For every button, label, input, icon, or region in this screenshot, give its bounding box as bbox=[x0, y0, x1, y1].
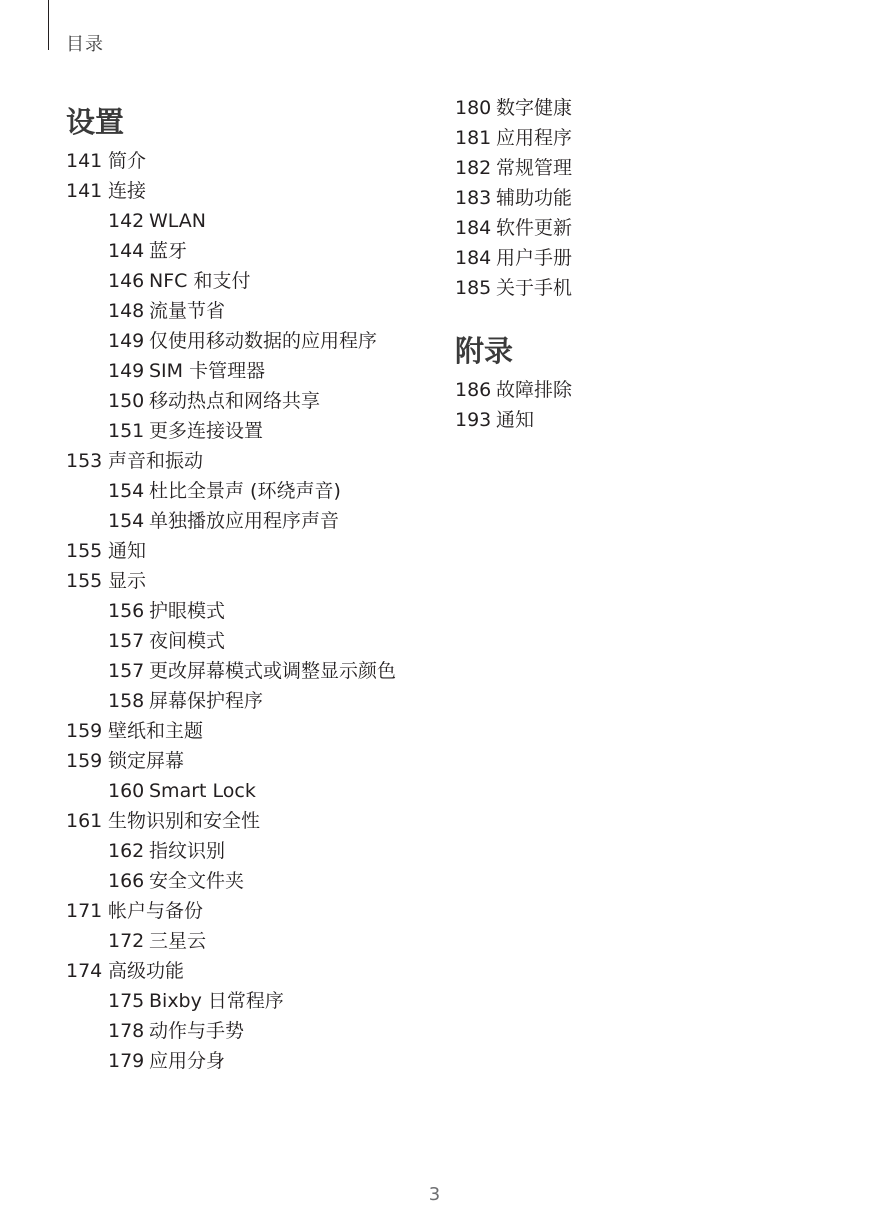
toc-entry-title: 更多连接设置 bbox=[149, 420, 264, 442]
toc-page-number: 151 bbox=[108, 420, 145, 442]
toc-entry[interactable] bbox=[66, 450, 411, 473]
toc-entry-title: 软件更新 bbox=[496, 217, 573, 239]
toc-page-number: 186 bbox=[455, 379, 492, 401]
toc-left-column bbox=[66, 100, 411, 1080]
toc-page-number: 156 bbox=[108, 600, 145, 622]
toc-entry-title: 动作与手势 bbox=[149, 1020, 245, 1042]
toc-page-number: 183 bbox=[455, 187, 492, 209]
toc-entry[interactable] bbox=[455, 277, 755, 300]
toc-page-number: 148 bbox=[108, 300, 145, 322]
toc-entry-title: 单独播放应用程序声音 bbox=[149, 510, 340, 532]
toc-entry-title: 故障排除 bbox=[496, 379, 573, 401]
toc-entry-title: NFC 和支付 bbox=[149, 270, 251, 292]
toc-page-number: 171 bbox=[66, 900, 103, 922]
toc-entry-title: 指纹识别 bbox=[149, 840, 226, 862]
toc-entry[interactable] bbox=[66, 990, 411, 1013]
toc-entry-title: 显示 bbox=[108, 570, 147, 592]
section-title-appendix: 附录 bbox=[455, 334, 514, 368]
toc-page-number: 149 bbox=[108, 360, 145, 382]
toc-entry-title: 三星云 bbox=[149, 930, 207, 952]
toc-entry[interactable] bbox=[66, 690, 411, 713]
toc-entry-title: 仅使用移动数据的应用程序 bbox=[149, 330, 378, 352]
toc-page-number: 144 bbox=[108, 240, 145, 262]
toc-page-number: 185 bbox=[455, 277, 492, 299]
toc-page-number: 161 bbox=[66, 810, 103, 832]
toc-entry[interactable] bbox=[455, 247, 755, 270]
toc-entry-title: 用户手册 bbox=[496, 247, 573, 269]
toc-page-number: 157 bbox=[108, 630, 145, 652]
toc-page-number: 184 bbox=[455, 247, 492, 269]
toc-entry[interactable] bbox=[455, 379, 755, 402]
toc-entry-title: 移动热点和网络共享 bbox=[149, 390, 321, 412]
toc-page-number: 193 bbox=[455, 409, 492, 431]
toc-entry[interactable] bbox=[66, 150, 411, 173]
toc-entry-title: SIM 卡管理器 bbox=[149, 360, 266, 382]
toc-page-number: 172 bbox=[108, 930, 145, 952]
toc-page-number: 141 bbox=[66, 150, 103, 172]
toc-list-appendix bbox=[455, 379, 755, 432]
toc-entry-title: 应用程序 bbox=[496, 127, 573, 149]
toc-page-number: 175 bbox=[108, 990, 145, 1012]
toc-entry[interactable] bbox=[66, 570, 411, 593]
toc-entry-title: 屏幕保护程序 bbox=[149, 690, 264, 712]
toc-entry[interactable] bbox=[66, 390, 411, 413]
toc-entry-title: 安全文件夹 bbox=[149, 870, 245, 892]
toc-entry-title: 常规管理 bbox=[496, 157, 573, 179]
toc-entry[interactable] bbox=[66, 1050, 411, 1073]
toc-entry[interactable] bbox=[66, 270, 411, 293]
toc-entry-title: 关于手机 bbox=[496, 277, 573, 299]
toc-entry[interactable] bbox=[455, 187, 755, 210]
toc-entry-title: 生物识别和安全性 bbox=[108, 810, 261, 832]
toc-page-number: 181 bbox=[455, 127, 492, 149]
toc-entry-title: 帐户与备份 bbox=[108, 900, 204, 922]
toc-entry[interactable] bbox=[66, 510, 411, 533]
toc-entry[interactable] bbox=[66, 840, 411, 863]
toc-entry[interactable] bbox=[66, 300, 411, 323]
page-number: 3 bbox=[428, 1184, 441, 1205]
toc-page-number: 149 bbox=[108, 330, 145, 352]
toc-page-number: 162 bbox=[108, 840, 145, 862]
toc-entry[interactable] bbox=[455, 97, 755, 120]
toc-entry[interactable] bbox=[455, 157, 755, 180]
toc-entry-title: 连接 bbox=[108, 180, 147, 202]
toc-entry[interactable] bbox=[66, 420, 411, 443]
toc-entry-title: 锁定屏幕 bbox=[108, 750, 185, 772]
toc-entry-title: 夜间模式 bbox=[149, 630, 226, 652]
toc-page-number: 154 bbox=[108, 510, 145, 532]
toc-page-number: 158 bbox=[108, 690, 145, 712]
toc-entry[interactable] bbox=[66, 630, 411, 653]
toc-entry-title: 简介 bbox=[108, 150, 147, 172]
toc-page-number: 155 bbox=[66, 540, 103, 562]
toc-entry[interactable] bbox=[66, 330, 411, 353]
toc-entry-title: WLAN bbox=[149, 210, 207, 232]
toc-list-settings-continued bbox=[455, 97, 755, 300]
toc-entry[interactable] bbox=[66, 870, 411, 893]
toc-entry[interactable] bbox=[66, 720, 411, 743]
toc-right-column bbox=[455, 97, 755, 439]
toc-page-number: 180 bbox=[455, 97, 492, 119]
toc-page-number: 153 bbox=[66, 450, 103, 472]
page-header: 目录 bbox=[66, 34, 104, 55]
toc-entry[interactable] bbox=[455, 217, 755, 240]
toc-entry-title: 辅助功能 bbox=[496, 187, 573, 209]
toc-entry[interactable] bbox=[66, 600, 411, 623]
toc-entry[interactable] bbox=[66, 810, 411, 833]
toc-entry-title: 通知 bbox=[496, 409, 535, 431]
toc-page-number: 179 bbox=[108, 1050, 145, 1072]
toc-page-number: 174 bbox=[66, 960, 103, 982]
toc-entry-title: 杜比全景声 (环绕声音) bbox=[149, 480, 341, 502]
toc-entry[interactable] bbox=[66, 210, 411, 233]
toc-entry-title: 声音和振动 bbox=[108, 450, 204, 472]
toc-entry-title: 通知 bbox=[108, 540, 147, 562]
toc-entry-title: 更改屏幕模式或调整显示颜色 bbox=[149, 660, 397, 682]
toc-page-number: 184 bbox=[455, 217, 492, 239]
toc-page-number: 142 bbox=[108, 210, 145, 232]
toc-list-settings bbox=[66, 150, 411, 1073]
toc-page-number: 157 bbox=[108, 660, 145, 682]
toc-entry-title: Smart Lock bbox=[149, 780, 256, 802]
toc-entry-title: Bixby 日常程序 bbox=[149, 990, 284, 1012]
toc-entry-title: 数字健康 bbox=[496, 97, 573, 119]
toc-page-number: 159 bbox=[66, 720, 103, 742]
toc-page-number: 141 bbox=[66, 180, 103, 202]
toc-entry[interactable] bbox=[66, 480, 411, 503]
toc-page-number: 155 bbox=[66, 570, 103, 592]
toc-entry[interactable] bbox=[66, 240, 411, 263]
section-title-settings: 设置 bbox=[66, 105, 125, 139]
toc-entry[interactable] bbox=[66, 660, 411, 683]
toc-page-number: 159 bbox=[66, 750, 103, 772]
toc-entry[interactable] bbox=[66, 1020, 411, 1043]
toc-entry[interactable] bbox=[455, 409, 755, 432]
toc-entry-title: 护眼模式 bbox=[149, 600, 226, 622]
toc-page-number: 178 bbox=[108, 1020, 145, 1042]
toc-page-number: 160 bbox=[108, 780, 145, 802]
toc-entry-title: 应用分身 bbox=[149, 1050, 226, 1072]
toc-entry[interactable] bbox=[66, 960, 411, 983]
toc-entry-title: 蓝牙 bbox=[149, 240, 188, 262]
toc-entry[interactable] bbox=[66, 180, 411, 203]
toc-entry[interactable] bbox=[66, 900, 411, 923]
toc-page-number: 182 bbox=[455, 157, 492, 179]
toc-page-number: 154 bbox=[108, 480, 145, 502]
toc-entry[interactable] bbox=[66, 780, 411, 803]
toc-page-number: 166 bbox=[108, 870, 145, 892]
toc-entry[interactable] bbox=[66, 540, 411, 563]
toc-entry-title: 流量节省 bbox=[149, 300, 226, 322]
toc-entry[interactable] bbox=[66, 930, 411, 953]
toc-entry[interactable] bbox=[66, 360, 411, 383]
toc-entry[interactable] bbox=[455, 127, 755, 150]
header-rule bbox=[48, 0, 49, 50]
toc-entry[interactable] bbox=[66, 750, 411, 773]
toc-entry-title: 高级功能 bbox=[108, 960, 185, 982]
toc-page-number: 150 bbox=[108, 390, 145, 412]
toc-entry-title: 壁纸和主题 bbox=[108, 720, 204, 742]
toc-page-number: 146 bbox=[108, 270, 145, 292]
